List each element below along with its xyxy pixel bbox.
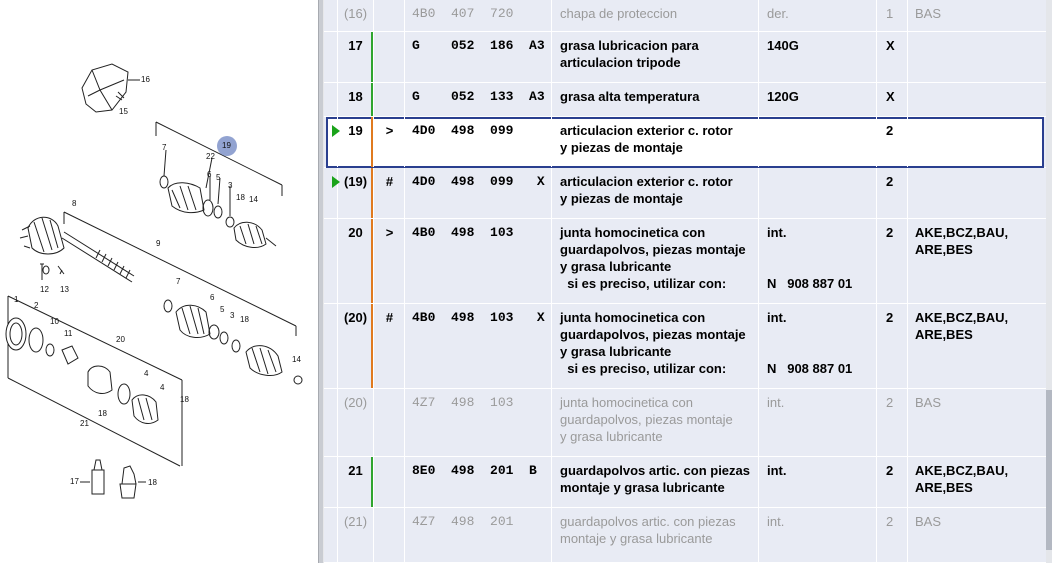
cell-indicator xyxy=(324,457,338,507)
svg-text:3: 3 xyxy=(230,311,235,320)
cell-qual: 120G xyxy=(760,83,877,116)
cell-model: AKE,BCZ,BAU, ARE,BES xyxy=(915,225,1009,257)
cell-qty: 2 xyxy=(878,508,908,562)
cell-qty: 2 xyxy=(878,117,908,167)
cell-pos: (20) xyxy=(338,304,374,388)
cell-pos: (19) xyxy=(338,168,374,218)
cell-model: BAS xyxy=(915,6,942,21)
svg-text:4: 4 xyxy=(144,369,149,378)
cell-qty: 2 xyxy=(878,304,908,388)
cell-part: G 052 186 A3 xyxy=(406,32,552,82)
cell-indicator xyxy=(324,83,338,116)
svg-text:13: 13 xyxy=(60,285,69,294)
svg-text:14: 14 xyxy=(292,355,301,364)
cell-qty: 2 xyxy=(878,389,908,456)
play-arrow-icon[interactable] xyxy=(332,125,340,137)
cell-qty: 2 xyxy=(878,457,908,507)
svg-text:11: 11 xyxy=(64,329,73,338)
cell-pos: (20) xyxy=(338,389,374,456)
svg-text:7: 7 xyxy=(162,143,167,152)
svg-text:18: 18 xyxy=(98,409,107,418)
play-arrow-icon[interactable] xyxy=(332,176,340,188)
svg-text:5: 5 xyxy=(216,173,221,182)
cell-model: AKE,BCZ,BAU, ARE,BES xyxy=(915,310,1009,342)
svg-text:18: 18 xyxy=(236,193,245,202)
availability-bar xyxy=(371,168,373,218)
cell-qual xyxy=(760,168,877,218)
cell-qual: int. N 908 887 01 xyxy=(760,219,877,303)
cell-pos: 18 xyxy=(338,83,374,116)
table-row[interactable] xyxy=(324,389,1046,457)
parts-table xyxy=(324,0,1046,563)
cell-qty: 2 xyxy=(878,219,908,303)
availability-bar xyxy=(371,117,373,167)
cell-model xyxy=(909,117,1046,167)
scrollbar-thumb[interactable] xyxy=(1046,390,1052,550)
cell-desc: grasa lubricacion para articulacion tripode xyxy=(553,32,759,82)
svg-text:6: 6 xyxy=(207,170,212,179)
cell-mark xyxy=(375,0,405,31)
svg-text:22: 22 xyxy=(206,152,215,161)
svg-text:10: 10 xyxy=(50,317,59,326)
cell-model: AKE,BCZ,BAU, ARE,BES xyxy=(915,463,1009,495)
cell-pos: 21 xyxy=(338,457,374,507)
svg-text:12: 12 xyxy=(40,285,49,294)
cell-part: 4Z7 498 201 xyxy=(406,508,552,562)
table-row[interactable] xyxy=(324,219,1046,304)
availability-bar xyxy=(371,83,373,116)
cell-indicator xyxy=(324,508,338,562)
cell-qual: int. xyxy=(760,508,877,562)
svg-text:2: 2 xyxy=(34,301,39,310)
svg-text:18: 18 xyxy=(240,315,249,324)
svg-text:14: 14 xyxy=(249,195,258,204)
svg-text:5: 5 xyxy=(220,305,225,314)
cell-desc: junta homocinetica con guardapolvos, piezas montaje y grasa lubricante xyxy=(553,389,759,456)
svg-text:3: 3 xyxy=(228,181,233,190)
svg-text:20: 20 xyxy=(116,335,125,344)
cell-model xyxy=(909,168,1046,218)
cell-indicator xyxy=(324,304,338,388)
cell-model xyxy=(909,32,1046,82)
table-row[interactable] xyxy=(324,457,1046,508)
cell-qty: 2 xyxy=(878,168,908,218)
availability-bar xyxy=(371,304,373,388)
cell-desc: junta homocinetica con guardapolvos, piezas montaje y grasa lubricante si es preciso, utilizar con: xyxy=(553,304,759,388)
cell-indicator xyxy=(324,0,338,31)
cell-mark xyxy=(375,508,405,562)
svg-text:1: 1 xyxy=(14,295,19,304)
cell-desc: chapa de proteccion xyxy=(553,0,759,31)
svg-text:18: 18 xyxy=(180,395,189,404)
svg-text:4: 4 xyxy=(160,383,165,392)
cell-mark: > xyxy=(375,117,405,167)
table-row[interactable] xyxy=(324,508,1046,563)
drive-shaft-illustration xyxy=(0,0,318,563)
cell-qual xyxy=(760,117,877,167)
cell-part: 4Z7 498 103 xyxy=(406,389,552,456)
cell-pos: (16) xyxy=(338,0,374,31)
cell-qty: X xyxy=(878,83,908,116)
cell-part: 4D0 498 099 xyxy=(406,117,552,167)
cell-model: BAS xyxy=(915,514,942,529)
cell-qty: 1 xyxy=(878,0,908,31)
svg-text:15: 15 xyxy=(119,107,128,116)
table-row[interactable] xyxy=(324,83,1046,117)
table-row[interactable] xyxy=(324,304,1046,389)
svg-text:19: 19 xyxy=(222,141,231,150)
cell-part: 4B0 498 103 xyxy=(406,219,552,303)
vertical-scrollbar[interactable] xyxy=(1046,0,1052,563)
table-row[interactable] xyxy=(324,0,1046,32)
cell-mark xyxy=(375,389,405,456)
svg-text:17: 17 xyxy=(70,477,79,486)
svg-text:9: 9 xyxy=(156,239,161,248)
cell-qty: X xyxy=(878,32,908,82)
cell-part: 4B0 407 720 xyxy=(406,0,552,31)
cell-desc: articulacion exterior c. rotor y piezas de montaje xyxy=(553,117,759,167)
cell-indicator xyxy=(324,389,338,456)
cell-mark: # xyxy=(375,168,405,218)
availability-bar xyxy=(371,219,373,303)
cell-mark: # xyxy=(375,304,405,388)
availability-bar xyxy=(371,32,373,82)
cell-qual: 140G xyxy=(760,32,877,82)
cell-model: BAS xyxy=(915,395,942,410)
cell-part: G 052 133 A3 xyxy=(406,83,552,116)
svg-text:18: 18 xyxy=(148,478,157,487)
cell-pos: 20 xyxy=(338,219,374,303)
cell-part: 4D0 498 099 X xyxy=(406,168,552,218)
cell-qual: int. xyxy=(760,457,877,507)
cell-qual: int. N 908 887 01 xyxy=(760,304,877,388)
cell-qual: der. xyxy=(760,0,877,31)
cell-pos: 17 xyxy=(338,32,374,82)
cell-pos: 19 xyxy=(338,117,374,167)
table-row[interactable] xyxy=(324,32,1046,83)
cell-mark: > xyxy=(375,219,405,303)
svg-text:16: 16 xyxy=(141,75,150,84)
cell-desc: guardapolvos artic. con piezas montaje y grasa lubricante xyxy=(553,457,759,507)
cell-desc: guardapolvos artic. con piezas montaje y grasa lubricante xyxy=(553,508,759,562)
cell-mark xyxy=(375,83,405,116)
cell-indicator xyxy=(324,32,338,82)
svg-text:7: 7 xyxy=(176,277,181,286)
table-row[interactable] xyxy=(324,168,1046,219)
exploded-parts-diagram xyxy=(0,0,318,563)
table-row[interactable] xyxy=(324,117,1046,168)
cell-qual: int. xyxy=(760,389,877,456)
cell-part: 4B0 498 103 X xyxy=(406,304,552,388)
cell-indicator xyxy=(324,219,338,303)
svg-text:21: 21 xyxy=(80,419,89,428)
cell-mark xyxy=(375,457,405,507)
cell-desc: grasa alta temperatura xyxy=(553,83,759,116)
cell-desc: articulacion exterior c. rotor y piezas de montaje xyxy=(553,168,759,218)
cell-pos: (21) xyxy=(338,508,374,562)
cell-mark xyxy=(375,32,405,82)
cell-model xyxy=(909,83,1046,116)
availability-bar xyxy=(371,457,373,507)
cell-desc: junta homocinetica con guardapolvos, piezas montaje y grasa lubricante si es preciso, utilizar con: xyxy=(553,219,759,303)
svg-text:6: 6 xyxy=(210,293,215,302)
cell-part: 8E0 498 201 B xyxy=(406,457,552,507)
svg-text:8: 8 xyxy=(72,199,77,208)
